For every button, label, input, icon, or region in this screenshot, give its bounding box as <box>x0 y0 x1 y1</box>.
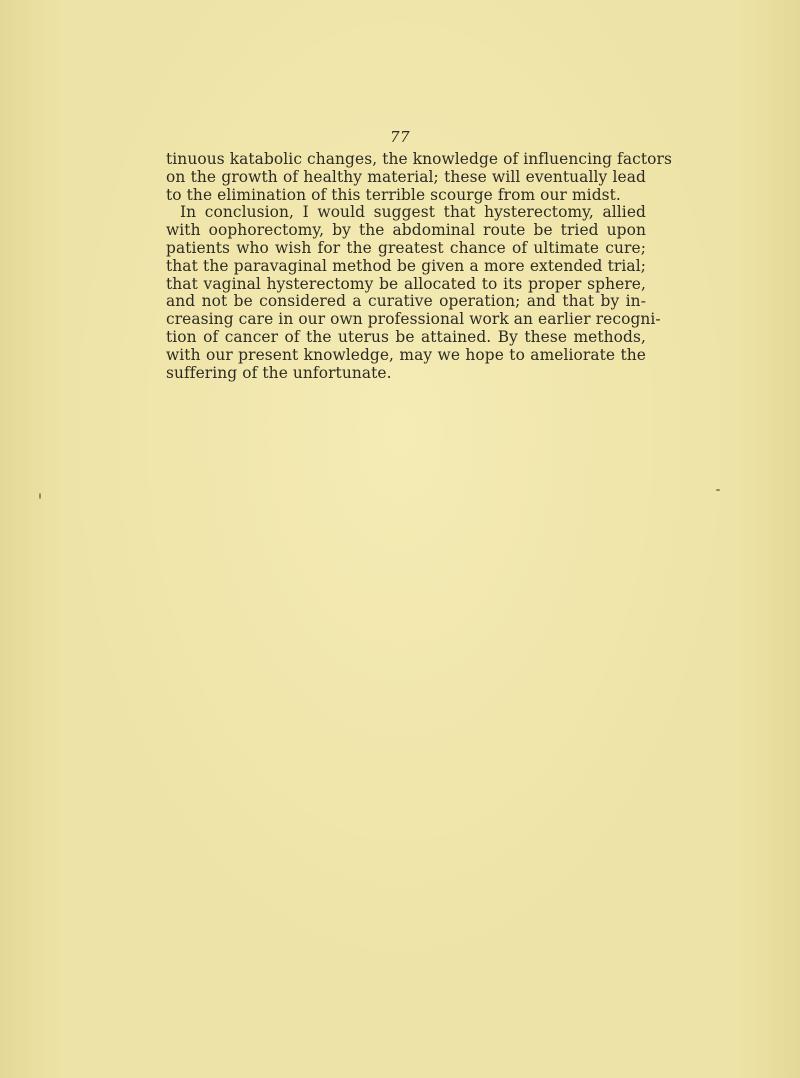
paper-speck <box>716 489 720 491</box>
page-number: 77 <box>389 128 411 146</box>
paper-speck <box>39 493 41 499</box>
text-line: suffering of the unfortunate. <box>166 363 392 382</box>
text-line: with oophorectomy, by the abdominal route be tried upon <box>166 221 646 240</box>
text-line: that vaginal hysterectomy be allocated to its proper sphere, <box>166 274 646 293</box>
text-line: that the paravaginal method be given a more extended trial; <box>166 256 646 275</box>
text-line: to the elimination of this terrible scourge from our midst. <box>166 185 621 204</box>
text-line: tion of cancer of the uterus be attained. By these methods, <box>166 327 646 346</box>
text-line: on the growth of healthy material; these will eventually lead <box>166 167 646 186</box>
text-line: with our present knowledge, may we hope to ameliorate the <box>166 345 646 364</box>
body-text <box>166 150 672 382</box>
text-line: creasing care in our own professional work an earlier recogni- <box>166 310 661 329</box>
text-line: patients who wish for the greatest chance of ultimate cure; <box>166 238 646 257</box>
text-line: In conclusion, I would suggest that hysterectomy, allied <box>180 203 646 222</box>
text-line: tinuous katabolic changes, the knowledge of influencing factors <box>166 150 672 168</box>
text-line: and not be considered a curative operation; and that by in- <box>166 292 646 311</box>
